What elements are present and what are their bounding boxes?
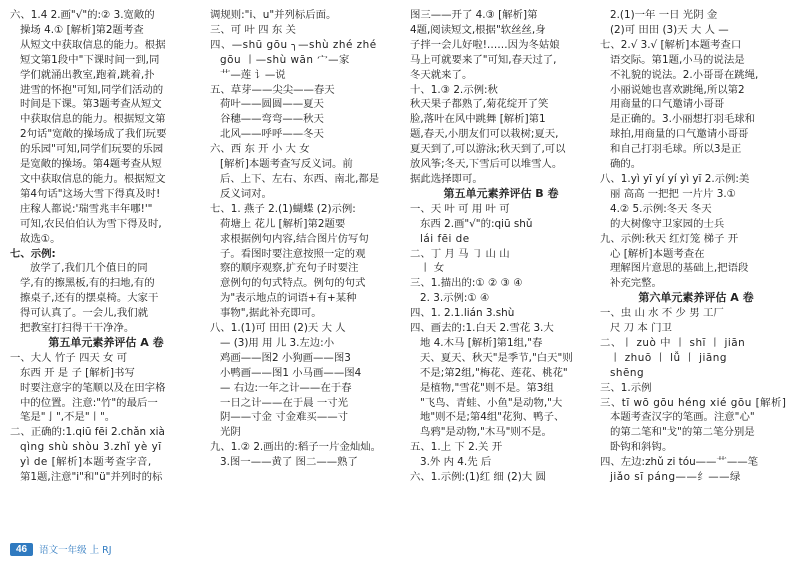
answer-line: yì de [解析]本题考查字音,: [20, 456, 152, 469]
answer-line: 谷穗——弯弯——秋天: [220, 113, 324, 126]
answer-line: 北风——呼呼——冬天: [220, 128, 324, 141]
answer-line: 荷塘上 花儿 [解析]第2题要: [220, 217, 346, 230]
answer-line: 子拌一会儿好啦!……因为冬姑娘: [410, 38, 560, 51]
answer-line: 不是;第2组,"梅花、莲花、桃花": [420, 366, 568, 379]
answer-line: 的乐园"可知,同学们玩要的乐园: [20, 143, 164, 156]
answer-line: 故选①。: [20, 232, 61, 245]
answer-line: 补充完整。: [610, 277, 662, 290]
answer-line: 3.外 内 4.先 后: [420, 456, 492, 469]
answer-column-4: [600, 8, 792, 533]
answer-line: 2. 3.示例:① ④: [420, 292, 490, 305]
page-number: 46: [10, 543, 33, 556]
answer-line: 3.图一——黄了 图二——熟了: [220, 456, 358, 469]
answer-line: 四、画去的:1.白天 2.雪花 3.大: [410, 322, 554, 335]
answer-line: — 右边:一年之计——在于春: [220, 381, 352, 394]
answer-line: 第4句话"这场大雪下得真及时!: [20, 187, 161, 200]
answer-line: 图三——开了 4.③ [解析]第: [410, 9, 538, 21]
answer-line: 本题考查汉字的笔画。注意"心": [610, 411, 755, 424]
answer-line: 小鸭画——图1 小马画——图4: [220, 366, 362, 379]
answer-line: 是植物,"雪花"则不是。第3组: [420, 381, 554, 394]
answer-line: 把教室打扫得干干净净。: [20, 322, 135, 335]
answer-line: 六、1.4 2.画"√"的:② 3.宽敞的: [10, 9, 155, 21]
answer-line: 第1题,注意"i"和"ü"并列时的标: [20, 471, 163, 484]
answer-line: 和自己打羽毛球。所以3是正: [610, 143, 742, 156]
answer-line: 察的顺序观察,扩充句子时要注: [220, 262, 359, 275]
answer-line: 五、1.上 下 2.关 开: [410, 441, 503, 454]
answer-line: 八、1.(1)可 田田 (2)天 大 人: [210, 322, 346, 335]
answer-line: 地"则不是;第4组"花狗、鸭子、: [420, 411, 565, 424]
answer-line: 2.(1)一年 一日 光阴 金: [610, 9, 718, 21]
answer-line: 一日之计——在于晨 一寸光: [220, 396, 348, 409]
answer-line: 放学了,我们几个值日的同: [30, 262, 148, 275]
answer-line: 的大树像守卫家园的士兵: [610, 217, 725, 230]
answer-line: 求根据例句内容,结合图片仿写句: [220, 232, 369, 245]
answer-line: 中获取信息的能力。根据短文第: [20, 113, 166, 126]
answer-line: 四、—shū gōu ╮—shù zhé zhé: [210, 38, 377, 51]
answer-line: 心 [解析]本题考查在: [610, 247, 705, 260]
answer-line: 天、夏天、秋天"是季节,"白天"则: [420, 351, 573, 364]
answer-line: 是正确的。3.小丽想打羽毛球和: [610, 113, 755, 126]
answer-line: 荷叶——圆圆——夏天: [220, 98, 324, 111]
answer-line: 4.② 5.示例:冬天 冬天: [610, 202, 712, 215]
answer-line: lái fēi de: [420, 232, 470, 245]
answer-column-3: [410, 8, 592, 533]
answer-line: 地 4.木马 [解析]第1组,"春: [420, 336, 543, 349]
answer-line: — (3)用 用 儿 3.左边:小: [220, 336, 335, 349]
answer-line: 据此选择即可。: [410, 172, 483, 185]
answer-line: 学们就涌出教室,跑着,跳着,扑: [20, 68, 155, 81]
answer-line: 的第二笔和"戈"的第二笔分别是: [610, 426, 755, 439]
answer-line: 光阴: [220, 426, 241, 439]
answer-line: 二、丨 zuò 中 丨 shī 丨 jiān: [600, 336, 746, 349]
answer-line: 二、丁 月 马 ㇆ 山 山: [410, 247, 510, 260]
answer-line: 三、1.示例: [600, 381, 652, 394]
answer-line: 八、1.yì yī yí yí yì yī 2.示例:美: [600, 172, 750, 185]
answer-line: 庄稼人都说:'瑞雪兆丰年哪!'": [20, 202, 153, 215]
answer-line: 十、1.③ 2.示例:秋: [410, 83, 498, 96]
answer-column-1: [10, 8, 202, 533]
answer-line: 调规则:"i、u"并列标后面。: [210, 9, 337, 21]
answer-line: 东西 开 是 子 [解析]书写: [20, 366, 135, 379]
answer-line: 中的位置。注意:"竹"的最后一: [20, 396, 158, 409]
answer-line: gōu 丨—shù wān 宀—家: [220, 53, 350, 66]
answer-line: 艹—莲 讠—说: [220, 68, 286, 81]
answer-line: 意例句的句式特点。例句的句式: [220, 277, 366, 290]
answer-line: 放风筝;冬天,下雪后可以堆雪人。: [410, 158, 563, 171]
answer-line: 从短文中获取信息的能力。根据: [20, 38, 166, 51]
answer-line: shēng: [610, 366, 645, 379]
answer-line: 反义词对。: [220, 187, 272, 200]
answer-line: 四、左边:zhǔ zi tóu——艹——笔: [600, 456, 758, 469]
answer-line: 东西 2.画"√"的:qiū shǔ: [420, 217, 533, 230]
answer-line: 是宽敞的操场。第4题考查从短: [20, 158, 162, 171]
answer-line: 小丽说她也喜欢跳绳,所以第2: [610, 83, 745, 96]
answer-line: [解析]本题考查写反义词。前: [220, 158, 353, 171]
answer-line: 六、1.示例:(1)红 细 (2)大 圆: [410, 471, 546, 484]
answer-line: 秋天果子都熟了,菊花绽开了笑: [410, 98, 549, 111]
answer-line: 为"表示地点的词语+有+某种: [220, 292, 357, 305]
answer-line: 冬天就来了。: [410, 68, 473, 81]
answer-line: 丨 女: [420, 262, 445, 275]
answer-line: 球拍,用商量的口气邀请小哥哥: [610, 128, 749, 141]
answer-line: 九、示例:秋天 红灯笼 梯子 开: [600, 232, 739, 245]
answer-line: 阴——寸金 寸金难买——寸: [220, 411, 348, 424]
answer-line: 4题,阅读短文,根据"软丝丝,身: [410, 23, 546, 36]
answer-line: 确的。: [610, 158, 642, 171]
answer-line: 笔是"亅",不是"丨"。: [20, 411, 116, 424]
answer-line: 三、1.描出的:① ② ③ ④: [410, 277, 523, 290]
answer-line: 九、1.② 2.画出的:稻子一片金灿灿。: [210, 441, 382, 454]
answer-line: 理解图片意思的基础上,把语段: [610, 262, 749, 275]
answer-line: 三、可 叶 四 东 关: [210, 23, 296, 36]
answer-line: 操场 4.① [解析]第2题考查: [20, 23, 144, 36]
answer-line: 四、1. 2.1.lián 3.shù: [410, 307, 515, 320]
section-title: 第五单元素养评估 A 卷: [48, 335, 164, 349]
answer-line: 夏天到了,可以游泳;秋天到了,可以: [410, 143, 566, 156]
answer-line: 七、2.√ 3.√ [解析]本题考查口: [600, 38, 742, 51]
answer-line: qìng shù shòu 3.zhǐ yè yī: [20, 441, 162, 454]
answer-line: 题,春天,小朋友们可以栽树;夏天,: [410, 128, 559, 141]
answer-line: "飞鸟、青蛙、小鱼"是动物,"大: [420, 396, 563, 409]
answer-line: 一、虫 山 水 不 少 男 工厂: [600, 307, 724, 320]
answer-line: 擦桌子,还有的摆桌椅。大家干: [20, 292, 159, 305]
section-title: 第五单元素养评估 B 卷: [443, 186, 559, 200]
answer-line: 后、上下、左右、东西、南北,都是: [220, 172, 380, 185]
answer-line: 六、西 东 开 小 大 女: [210, 143, 310, 156]
answer-line: 文中获取信息的能力。根据短文: [20, 172, 166, 185]
answer-line: 七、示例:: [10, 247, 56, 260]
answer-line: 二、正确的:1.qiū fēi 2.chǎn xià: [10, 426, 165, 439]
answer-line: 七、1. 燕子 2.(1)蝴蝶 (2)示例:: [210, 202, 356, 215]
answer-line: 得可认真了。一会儿,我们就: [20, 307, 148, 320]
answer-line: 丨 zhuō 丨 lǚ 丨 jiāng: [610, 351, 727, 364]
answer-line: 一、天 叶 可 用 叶 可: [410, 202, 510, 215]
answer-line: 2句话"宽敞的操场成了我们玩要: [20, 128, 167, 141]
answer-line: 五、草芽——尖尖——春天: [210, 83, 335, 96]
answer-line: 短文第1段中"下课时间一到,同: [20, 53, 160, 66]
answer-line: 事物",据此补充即可。: [220, 307, 322, 320]
answer-line: 学,有的擦黑板,有的扫地,有的: [20, 277, 155, 290]
answer-line: 脸,落叶在风中跳舞 [解析]第1: [410, 113, 546, 126]
answer-line: jiǎo sī páng——纟——绿: [610, 471, 741, 484]
answer-column-2: [210, 8, 402, 533]
answer-line: 一、大人 竹子 四天 女 可: [10, 351, 128, 364]
answer-line: 时间是下课。第3题考查从短文: [20, 98, 162, 111]
answer-line: 进雪的怀抱"可知,同学们活动的: [20, 83, 164, 96]
answer-line: 子。看图时要注意按照一定的观: [220, 247, 366, 260]
answer-line: 鸟鸦"是动物,"木马"则不是。: [420, 426, 552, 439]
answer-line: 用商量的口气邀请小哥哥: [610, 98, 725, 111]
answer-line: 可知,农民伯伯认为雪下得及时,: [20, 217, 162, 230]
answer-line: 语交际。第1题,小马的说法是: [610, 53, 745, 66]
answer-line: 丽 高高 一把把 一片片 3.①: [610, 187, 736, 200]
page-footer: [10, 540, 112, 558]
subject-label: 语文一年级 上 RJ: [39, 545, 112, 556]
answer-line: 不礼貌的说法。2.小哥哥在跳绳,: [610, 68, 759, 81]
answer-line: 时要注意字的笔顺以及在田字格: [20, 381, 166, 394]
section-title: 第六单元素养评估 A 卷: [638, 291, 754, 305]
answer-line: 马上可就要来了"可知,春天过了,: [410, 53, 557, 66]
answer-line: 鸡画——图2 小狗画——图3: [220, 351, 351, 364]
answer-line: 尺 刀 本 门卫: [610, 322, 672, 335]
answer-line: (2)可 田田 (3)天 大 人 —: [610, 23, 729, 36]
answer-line: 三、tī wō gōu héng xié gōu [解析]: [600, 396, 787, 409]
answer-line: 卧钩和斜钩。: [610, 441, 673, 454]
